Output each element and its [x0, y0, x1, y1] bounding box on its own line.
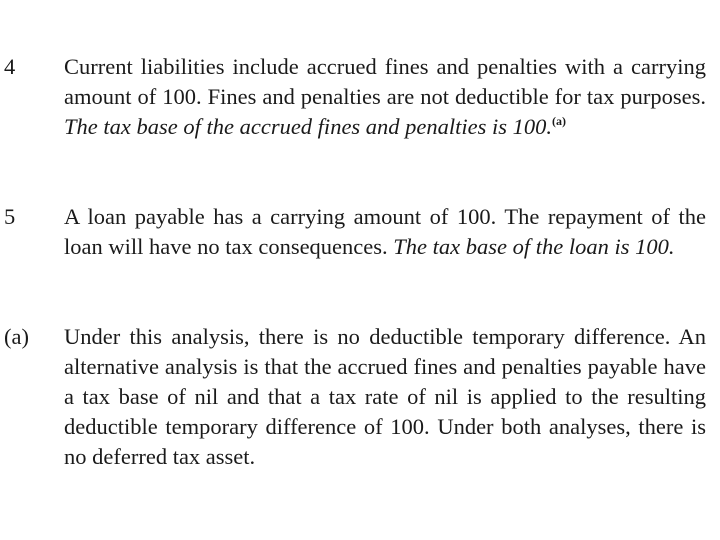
- item-number: 4: [4, 54, 16, 79]
- footnote-marker: (a): [4, 324, 29, 349]
- item-italic-text: The tax base of the loan is 100.: [393, 234, 675, 259]
- item-number: 5: [4, 204, 16, 229]
- footnote-text: Under this analysis, there is no deductible temporary difference. An alternative analysis is that the accrued fines and penalties payable have a tax base of nil and that a tax rate of nil is applied to the resulting deductible temporary difference of 100. Under both analyses, there is no deferred tax asset.: [64, 324, 706, 469]
- item-plain-text: Current liabilities include accrued fines and penalties with a carrying amount of 100. Fines and penalties are not deductible for tax purposes.: [64, 54, 706, 109]
- item-text: [64, 52, 706, 142]
- footnote-reference: (a): [552, 114, 567, 128]
- item-italic-text: The tax base of the accrued fines and penalties is 100.: [64, 114, 553, 139]
- item-text: [64, 202, 706, 262]
- item-plain-text: A loan payable has a carrying amount of 100. The repayment of the loan will have no tax consequences.: [64, 204, 706, 259]
